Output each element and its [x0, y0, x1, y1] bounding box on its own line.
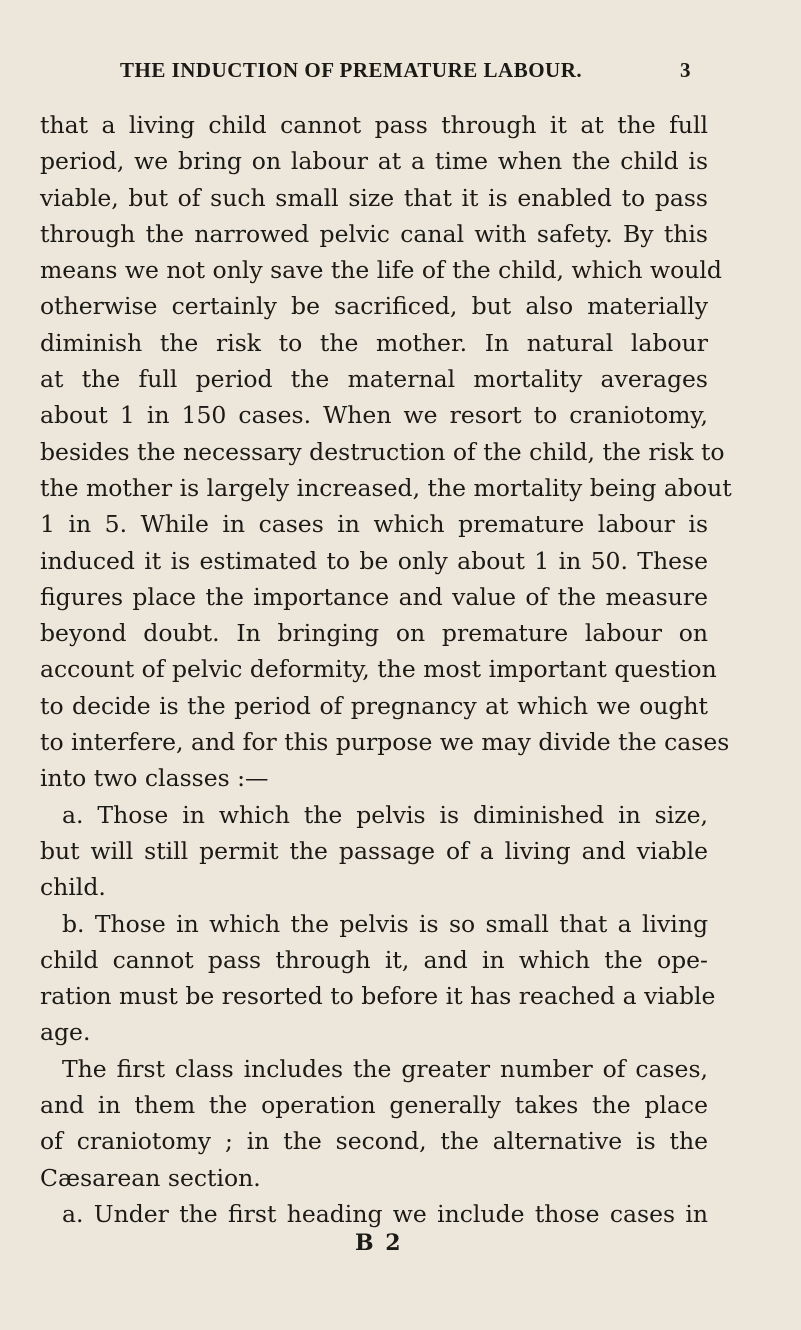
text-line: and in them the operation generally takes the place [40, 1091, 708, 1120]
text-line: b. Those in which the pelvis is so small that a living [62, 909, 708, 938]
text-line: child cannot pass through it, and in which the ope- [40, 945, 708, 974]
text-line: viable, but of such small size that it is enabled to pass [40, 183, 708, 212]
text-line: means we not only save the life of the child, which would [40, 256, 722, 285]
running-title: THE INDUCTION OF PREMATURE LABOUR. [120, 58, 583, 82]
text-line: to decide is the period of pregnancy at which we ought [40, 691, 708, 720]
text-line: The first class includes the greater number of cases, [62, 1054, 708, 1083]
text-line: child. [40, 873, 106, 902]
signature-mark: B 2 [355, 1230, 403, 1256]
text-line: besides the necessary destruction of the child, the risk to [40, 437, 725, 466]
text-line: to interfere, and for this purpose we may divide the cases [40, 728, 730, 757]
text-line: but will still permit the passage of a living and viable [40, 836, 708, 865]
text-line: otherwise certainly be sacrificed, but also materially [40, 292, 708, 321]
text-line: account of pelvic deformity, the most important question [40, 655, 717, 684]
text-line: diminish the risk to the mother. In natural labour [40, 328, 708, 357]
text-line: a. Those in which the pelvis is diminished in size, [62, 800, 708, 829]
text-line: that a living child cannot pass through it at the full [40, 111, 708, 139]
text-line: at the full period the maternal mortality averages [40, 365, 708, 394]
text-line: period, we bring on labour at a time when the child is [40, 147, 708, 176]
text-line: figures place the importance and value of the measure [40, 582, 708, 611]
page-number: 3 [680, 58, 691, 82]
text-line: the mother is largely increased, the mortality being about [40, 473, 732, 502]
text-line: induced it is estimated to be only about 1 in 50. These [40, 546, 708, 575]
text-line: through the narrowed pelvic canal with safety. By this [40, 219, 708, 248]
running-header [120, 58, 690, 83]
text-line: age. [40, 1018, 91, 1047]
text-line: a. Under the first heading we include those cases in [62, 1199, 708, 1228]
text-line: Cæsarean section. [40, 1163, 261, 1192]
text-line: into two classes :— [40, 764, 269, 793]
text-line: beyond doubt. In bringing on premature labour on [40, 619, 708, 648]
text-line: about 1 in 150 cases. When we resort to craniotomy, [40, 401, 708, 430]
body-text [40, 107, 732, 1232]
text-line: ration must be resorted to before it has reached a viable [40, 982, 716, 1011]
text-line: 1 in 5. While in cases in which premature labour is [40, 510, 708, 539]
text-line: of craniotomy ; in the second, the alternative is the [40, 1127, 708, 1156]
